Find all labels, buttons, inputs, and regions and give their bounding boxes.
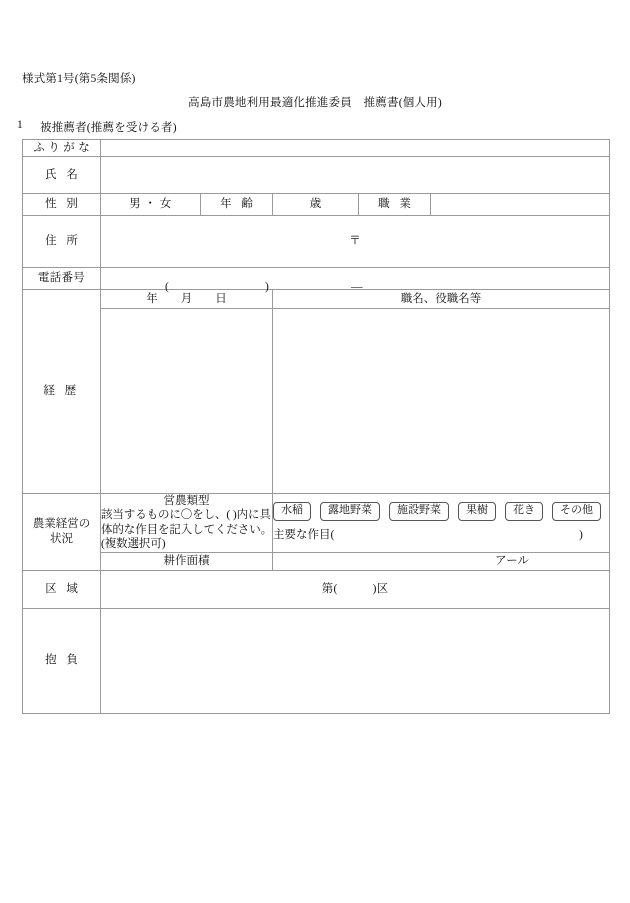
- farm-type-instruction: 該当するものに〇をし、( )内に具体的な作目を記入してください。(複数選択可): [101, 509, 272, 551]
- area-unit-label: アール: [495, 554, 529, 567]
- main-crop-label: 主要な作目(: [273, 528, 335, 541]
- main-crop-close-paren: ): [579, 528, 583, 541]
- cultivated-area-value[interactable]: [273, 552, 610, 570]
- career-date-value[interactable]: [101, 309, 273, 494]
- cultivated-area-label: 耕作面積: [101, 552, 273, 570]
- sex-label: 性 別: [23, 194, 101, 216]
- farm-type-heading: 営農類型: [163, 495, 210, 507]
- crop-chip-group: [273, 502, 609, 521]
- section-number: 1: [17, 119, 23, 131]
- furigana-value[interactable]: [101, 140, 610, 157]
- occupation-label: 職 業: [359, 194, 431, 216]
- table-row-aspiration: [23, 608, 610, 713]
- career-date-header: 年 月 日: [101, 290, 273, 309]
- district-label: 区 域: [23, 570, 101, 608]
- table-row-farm-type: [23, 494, 610, 553]
- aspiration-value[interactable]: [101, 608, 610, 713]
- district-value-text: 第( )区: [321, 582, 389, 595]
- crop-chip-rice[interactable]: 水稲: [273, 502, 311, 521]
- table-row-cultivated-area: [23, 552, 610, 570]
- table-row-telephone: [23, 268, 610, 290]
- table-row-furigana: [23, 140, 610, 157]
- career-post-header: 職名、役職名等: [273, 290, 610, 309]
- telephone-dash: —: [351, 280, 363, 293]
- section-title: 被推薦者(推薦を受ける者): [40, 122, 177, 134]
- table-row-career-body: [23, 309, 610, 494]
- table-row-career-header: [23, 290, 610, 309]
- crop-selection-cell: [273, 494, 610, 553]
- telephone-close-paren: ): [265, 280, 269, 293]
- career-post-value[interactable]: [273, 309, 610, 494]
- age-label: 年 齢: [201, 194, 273, 216]
- table-row-district: [23, 570, 610, 608]
- crop-chip-open-field-veg[interactable]: 露地野菜: [320, 502, 380, 521]
- postal-mark-icon: 〒: [349, 235, 361, 248]
- district-value[interactable]: [101, 570, 610, 608]
- farm-status-label-line2: 状況: [50, 532, 73, 545]
- telephone-label: 電話番号: [23, 268, 101, 290]
- form-number: 様式第1号(第5条関係): [22, 73, 136, 85]
- table-row-name: [23, 157, 610, 194]
- farm-status-label: [23, 494, 101, 571]
- farm-status-label-line1: 農業経営の: [32, 518, 91, 531]
- furigana-label: ふりがな: [23, 140, 101, 157]
- address-value[interactable]: [101, 216, 610, 268]
- table-row-sex-age-occupation: [23, 194, 610, 216]
- document-title: 高島市農地利用最適化推進委員 推薦書(個人用): [188, 97, 442, 109]
- farm-type-description-cell: [101, 494, 273, 553]
- aspiration-label: 抱 負: [23, 608, 101, 713]
- crop-chip-greenhouse-veg[interactable]: 施設野菜: [389, 502, 449, 521]
- career-label-text: 経 歴: [43, 385, 80, 398]
- table-row-address: [23, 216, 610, 268]
- name-value[interactable]: [101, 157, 610, 194]
- main-crop-field[interactable]: [273, 528, 609, 544]
- crop-chip-other[interactable]: その他: [552, 502, 601, 521]
- sex-options[interactable]: 男 ・ 女: [101, 194, 201, 216]
- telephone-value[interactable]: [101, 268, 610, 293]
- telephone-open-paren: (: [165, 280, 169, 293]
- occupation-value[interactable]: [431, 194, 610, 216]
- career-label: [23, 290, 101, 494]
- age-value[interactable]: 歳: [273, 194, 359, 216]
- crop-chip-flowers[interactable]: 花き: [505, 502, 543, 521]
- name-label: 氏 名: [23, 157, 101, 194]
- address-label: 住 所: [23, 216, 101, 268]
- crop-chip-fruit-tree[interactable]: 果樹: [458, 502, 496, 521]
- recommendation-form-table: [22, 139, 610, 714]
